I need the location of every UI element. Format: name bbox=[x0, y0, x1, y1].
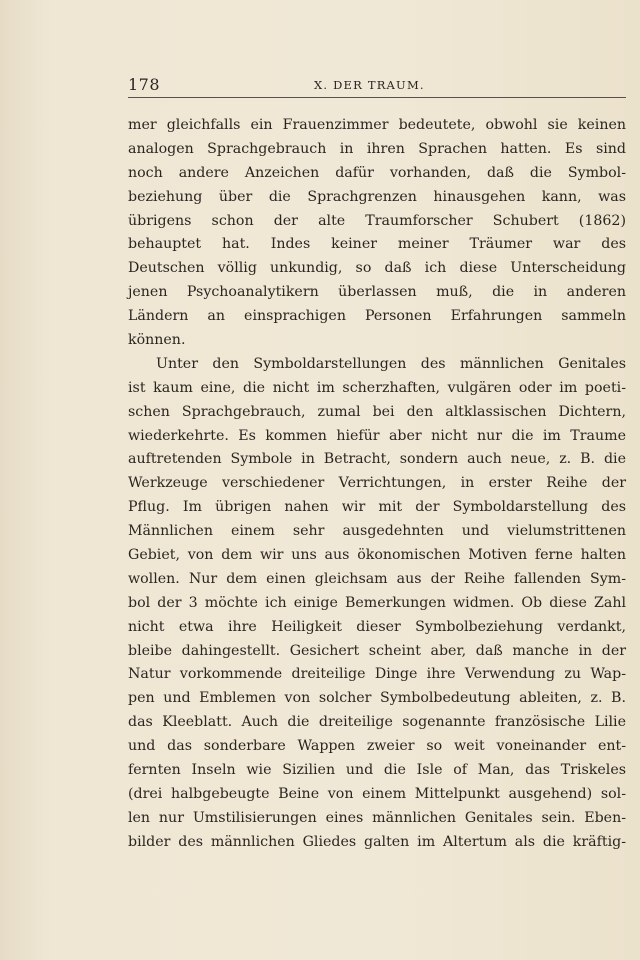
text-line: Gebiet, von dem wir uns aus ökonomischen Motiven ferne halten bbox=[128, 547, 626, 564]
text-line: mer gleichfalls ein Frauenzimmer bedeutete, obwohl sie keinen bbox=[128, 117, 626, 133]
text-line: bilder des männlichen Gliedes galten im Altertum als die kräftig- bbox=[128, 833, 626, 850]
text-line: behauptet hat. Indes keiner meiner Träumer war des bbox=[128, 236, 626, 253]
text-line: Werkzeuge verschiedener Verrichtungen, in erster Reihe der bbox=[128, 475, 626, 492]
text-line: Natur vorkommende dreiteilige Dinge ihre Verwendung zu Wap- bbox=[128, 666, 626, 683]
text-line: beziehung über die Sprachgrenzen hinausgehen kann, was bbox=[128, 188, 626, 205]
text-line: len nur Umstilisierungen eines männlichen Genitales sein. Eben- bbox=[128, 809, 626, 826]
page-number: 178 bbox=[128, 75, 161, 94]
text-line: analogen Sprachgebrauch in ihren Sprachen hatten. Es sind bbox=[128, 140, 626, 157]
text-line: Männlichen einem sehr ausgedehnten und vielumstrittenen bbox=[128, 523, 626, 540]
text-line: (drei halbgebeugte Beine von einem Mittelpunkt ausgehend) sol- bbox=[128, 785, 626, 802]
text-line: noch andere Anzeichen dafür vorhanden, daß die Symbol- bbox=[128, 164, 626, 181]
paragraph bbox=[128, 114, 626, 353]
text-line: fernten Inseln wie Sizilien und die Isle of Man, das Triskeles bbox=[128, 762, 626, 779]
text-line: bol der 3 möchte ich einige Bemerkungen widmen. Ob diese Zahl bbox=[128, 594, 626, 611]
text-line: Ländern an einsprachigen Personen Erfahrungen sammeln bbox=[128, 308, 626, 325]
body-text bbox=[128, 114, 626, 855]
text-line: übrigens schon der alte Traumforscher Schubert (1862) bbox=[128, 212, 626, 229]
paragraph bbox=[128, 353, 626, 855]
text-line: das Kleeblatt. Auch die dreiteilige sogenannte französische Lilie bbox=[128, 714, 626, 731]
running-head: X. DER TRAUM. bbox=[314, 78, 425, 92]
header-rule bbox=[128, 97, 626, 98]
text-line: ist kaum eine, die nicht im scherzhaften, vulgären oder im poeti- bbox=[128, 379, 626, 396]
text-line: wollen. Nur dem einen gleichsam aus der Reihe fallenden Sym- bbox=[128, 570, 626, 587]
text-line: können. bbox=[128, 332, 186, 349]
page-header bbox=[128, 75, 626, 95]
text-line: Deutschen völlig unkundig, so daß ich diese Unterscheidung bbox=[128, 260, 626, 277]
text-line: und das sonderbare Wappen zweier so weit voneinander ent- bbox=[128, 738, 626, 755]
text-line: jenen Psychoanalytikern überlassen muß, die in anderen bbox=[128, 284, 626, 301]
text-line: wiederkehrte. Es kommen hiefür aber nicht nur die im Traume bbox=[128, 427, 626, 444]
text-line: Unter den Symboldarstellungen des männlichen Genitales bbox=[156, 355, 626, 372]
text-line: Pflug. Im übrigen nahen wir mit der Symboldarstellung des bbox=[128, 499, 626, 516]
text-line: pen und Emblemen von solcher Symbolbedeutung ableiten, z. B. bbox=[128, 690, 626, 707]
text-line: schen Sprachgebrauch, zumal bei den altklassischen Dichtern, bbox=[128, 403, 626, 420]
text-line: nicht etwa ihre Heiligkeit dieser Symbolbeziehung verdankt, bbox=[128, 618, 626, 635]
text-line: auftretenden Symbole in Betracht, sondern auch neue, z. B. die bbox=[128, 451, 626, 468]
text-line: bleibe dahingestellt. Gesichert scheint aber, daß manche in der bbox=[128, 642, 626, 659]
